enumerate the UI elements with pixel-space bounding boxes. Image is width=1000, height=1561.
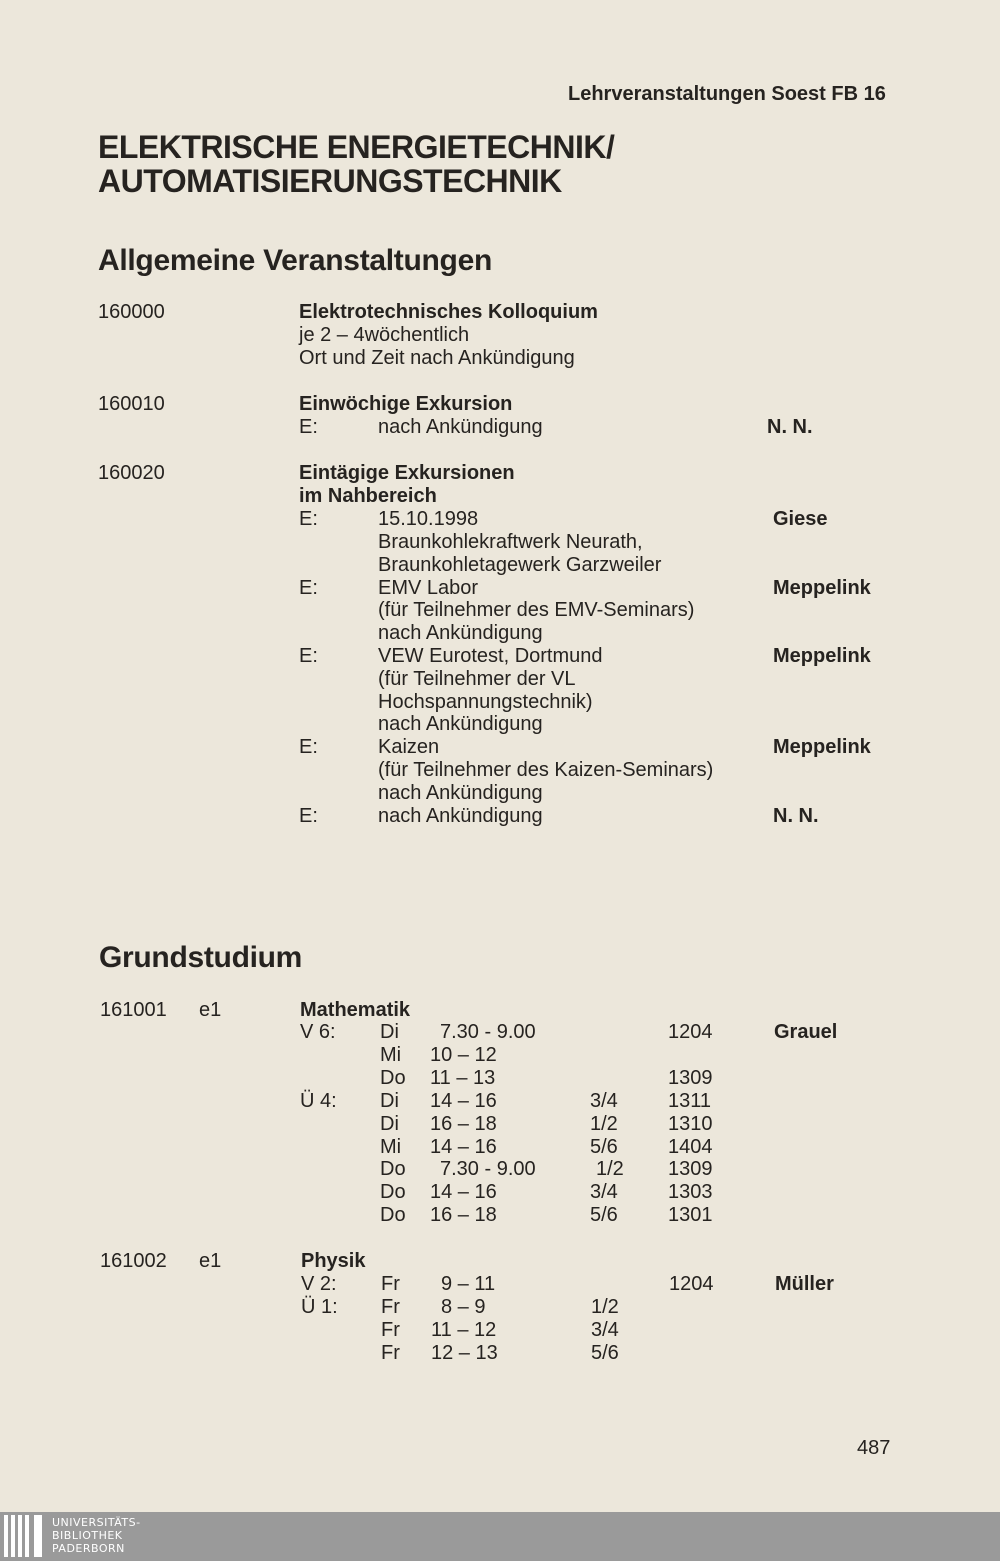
event-text: Braunkohlekraftwerk Neurath, bbox=[378, 531, 643, 553]
lecture-label: V 2: bbox=[301, 1273, 337, 1295]
section-title-line2: AUTOMATISIERUNGSTECHNIK bbox=[98, 163, 562, 199]
event-text: VEW Eurotest, Dortmund bbox=[378, 645, 603, 667]
course-title: Eintägige Exkursionen bbox=[299, 462, 515, 484]
event-text: (für Teilnehmer der VL bbox=[378, 668, 576, 690]
event-text: Kaizen bbox=[378, 736, 440, 758]
course-number: 160010 bbox=[98, 393, 165, 415]
schedule-day: Di bbox=[380, 1021, 399, 1043]
lecturer: N. N. bbox=[767, 416, 813, 438]
running-header: Lehrveranstaltungen Soest FB 16 bbox=[568, 83, 886, 105]
schedule-time: 8 – 9 bbox=[441, 1296, 486, 1318]
schedule-day: Do bbox=[380, 1204, 406, 1226]
schedule-room: 1309 bbox=[668, 1158, 713, 1180]
event-text: EMV Labor bbox=[378, 577, 479, 599]
course-number: 160000 bbox=[98, 301, 165, 323]
logo-line: PADERBORN bbox=[52, 1542, 125, 1555]
schedule-day: Fr bbox=[381, 1273, 400, 1295]
schedule-room: 1310 bbox=[668, 1113, 713, 1135]
schedule-room: 1204 bbox=[668, 1021, 713, 1043]
course-title: Elektrotechnisches Kolloquium bbox=[299, 301, 598, 323]
lecturer: Meppelink bbox=[773, 736, 871, 758]
schedule-group: 5/6 bbox=[590, 1136, 618, 1158]
lecture-label: V 6: bbox=[300, 1021, 336, 1043]
schedule-time: 14 – 16 bbox=[430, 1090, 497, 1112]
schedule-group: 3/4 bbox=[590, 1090, 618, 1112]
course-number: 161001 bbox=[100, 999, 167, 1021]
event-type: E: bbox=[299, 805, 318, 827]
schedule-day: Di bbox=[380, 1113, 399, 1135]
library-logo-icon bbox=[4, 1515, 44, 1557]
schedule-time: 9 – 11 bbox=[441, 1273, 496, 1295]
heading-allgemeine: Allgemeine Veranstaltungen bbox=[98, 244, 492, 277]
lecturer: Grauel bbox=[774, 1021, 838, 1043]
lecturer: N. N. bbox=[773, 805, 819, 827]
lecturer: Meppelink bbox=[773, 645, 871, 667]
schedule-group: 3/4 bbox=[591, 1319, 619, 1341]
schedule-group: 1/2 bbox=[591, 1296, 619, 1318]
schedule-group: 5/6 bbox=[591, 1342, 619, 1364]
event-text: nach Ankündigung bbox=[378, 782, 543, 804]
schedule-day: Di bbox=[380, 1090, 399, 1112]
section-title-line1: ELEKTRISCHE ENERGIETECHNIK/ bbox=[98, 129, 615, 165]
schedule-group: 1/2 bbox=[590, 1113, 618, 1135]
course-number: 161002 bbox=[100, 1250, 167, 1272]
schedule-room: 1309 bbox=[668, 1067, 713, 1089]
event-text: (für Teilnehmer des EMV-Seminars) bbox=[378, 599, 695, 621]
schedule-time: 16 – 18 bbox=[430, 1204, 497, 1226]
course-title: im Nahbereich bbox=[299, 485, 437, 507]
schedule-room: 1303 bbox=[668, 1181, 713, 1203]
event-text: Braunkohletagewerk Garzweiler bbox=[378, 554, 662, 576]
event-type: E: bbox=[299, 736, 318, 758]
schedule-day: Fr bbox=[381, 1296, 400, 1318]
course-title: Mathematik bbox=[300, 999, 411, 1021]
library-footer-bar bbox=[0, 1512, 1000, 1561]
event-text: nach Ankündigung bbox=[378, 416, 543, 438]
schedule-day: Mi bbox=[380, 1136, 402, 1158]
schedule-time: 7.30 - 9.00 bbox=[440, 1158, 536, 1180]
library-logo-text bbox=[52, 1516, 141, 1555]
schedule-group: 1/2 bbox=[596, 1158, 624, 1180]
event-type: E: bbox=[299, 508, 318, 530]
schedule-day: Do bbox=[380, 1158, 406, 1180]
schedule-time: 10 – 12 bbox=[430, 1044, 497, 1066]
event-text: 15.10.1998 bbox=[378, 508, 479, 530]
schedule-group: 3/4 bbox=[590, 1181, 618, 1203]
event-text: nach Ankündigung bbox=[378, 713, 543, 735]
logo-line: BIBLIOTHEK bbox=[52, 1529, 123, 1542]
course-number: 160020 bbox=[98, 462, 165, 484]
schedule-time: 11 – 12 bbox=[431, 1319, 497, 1341]
course-code: e1 bbox=[199, 1250, 222, 1272]
schedule-time: 14 – 16 bbox=[430, 1181, 497, 1203]
lecturer: Meppelink bbox=[773, 577, 871, 599]
schedule-time: 11 – 13 bbox=[430, 1067, 496, 1089]
schedule-day: Fr bbox=[381, 1342, 400, 1364]
schedule-room: 1311 bbox=[668, 1090, 712, 1112]
schedule-time: 7.30 - 9.00 bbox=[440, 1021, 536, 1043]
schedule-day: Mi bbox=[380, 1044, 402, 1066]
heading-grundstudium: Grundstudium bbox=[99, 941, 303, 974]
course-note: Ort und Zeit nach Ankündigung bbox=[299, 347, 575, 369]
course-note: je 2 – 4wöchentlich bbox=[299, 324, 470, 346]
schedule-day: Do bbox=[380, 1067, 406, 1089]
schedule-day: Do bbox=[380, 1181, 406, 1203]
course-code: e1 bbox=[199, 999, 222, 1021]
logo-line: UNIVERSITÄTS- bbox=[52, 1516, 141, 1529]
course-title: Einwöchige Exkursion bbox=[299, 393, 513, 415]
event-type: E: bbox=[299, 645, 318, 667]
schedule-group: 5/6 bbox=[590, 1204, 618, 1226]
event-text: nach Ankündigung bbox=[378, 805, 543, 827]
schedule-day: Fr bbox=[381, 1319, 400, 1341]
schedule-time: 12 – 13 bbox=[431, 1342, 498, 1364]
course-title: Physik bbox=[301, 1250, 366, 1272]
page-number: 487 bbox=[857, 1437, 891, 1459]
event-text: Hochspannungstechnik) bbox=[378, 691, 593, 713]
schedule-time: 16 – 18 bbox=[430, 1113, 497, 1135]
event-text: (für Teilnehmer des Kaizen-Seminars) bbox=[378, 759, 714, 781]
schedule-room: 1204 bbox=[669, 1273, 714, 1295]
event-text: nach Ankündigung bbox=[378, 622, 543, 644]
lecturer: Giese bbox=[773, 508, 828, 530]
schedule-room: 1301 bbox=[668, 1204, 713, 1226]
event-type: E: bbox=[299, 416, 318, 438]
schedule-room: 1404 bbox=[668, 1136, 713, 1158]
lecturer: Müller bbox=[775, 1273, 834, 1295]
event-type: E: bbox=[299, 577, 318, 599]
schedule-time: 14 – 16 bbox=[430, 1136, 497, 1158]
exercise-label: Ü 4: bbox=[300, 1090, 337, 1112]
exercise-label: Ü 1: bbox=[301, 1296, 338, 1318]
